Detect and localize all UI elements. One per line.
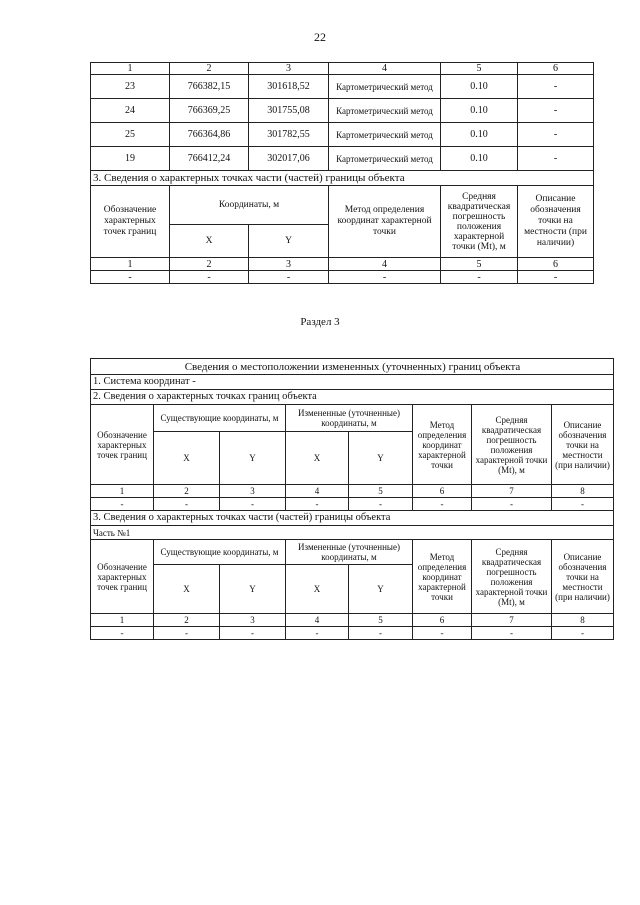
col-number: 4 xyxy=(329,63,441,75)
header-x: X xyxy=(286,432,349,485)
empty-cell: - xyxy=(413,627,472,640)
header-description: Описание обозначения точки на местности (при наличии) xyxy=(518,186,594,258)
col-number: 1 xyxy=(91,63,170,75)
empty-cell: - xyxy=(91,627,154,640)
point-id: 23 xyxy=(91,75,170,99)
description: - xyxy=(518,75,594,99)
column-number-row xyxy=(91,258,594,271)
empty-cell: - xyxy=(154,627,220,640)
col-number: 5 xyxy=(349,614,413,627)
empty-cell: - xyxy=(286,627,349,640)
coord-x: 766369,25 xyxy=(170,99,249,123)
coord-system: 1. Система координат - xyxy=(91,375,614,390)
continued-points-table xyxy=(90,62,594,284)
col-number: 6 xyxy=(413,485,472,498)
coord-x: 766364,86 xyxy=(170,123,249,147)
col-number: 3 xyxy=(249,258,329,271)
empty-cell: - xyxy=(552,498,614,511)
header-existing: Существующие координаты, м xyxy=(154,405,286,432)
table-row xyxy=(91,271,594,284)
point-id: 25 xyxy=(91,123,170,147)
description: - xyxy=(518,99,594,123)
header-y: Y xyxy=(220,565,286,614)
header-x: X xyxy=(170,225,249,258)
error: 0.10 xyxy=(441,123,518,147)
col-number: 3 xyxy=(220,485,286,498)
column-number-row xyxy=(91,63,594,75)
header-error: Средняя квадратическая погрешность положения характерной точки (Mt), м xyxy=(441,186,518,258)
header-method: Метод определения координат характерной точки xyxy=(413,405,472,485)
coord-x: 766412,24 xyxy=(170,147,249,171)
table-row xyxy=(91,123,594,147)
header-error: Средняя квадратическая погрешность положения характерной точки (Mt), м xyxy=(472,405,552,485)
error: 0.10 xyxy=(441,99,518,123)
empty-cell: - xyxy=(441,271,518,284)
empty-cell: - xyxy=(170,271,249,284)
col-number: 7 xyxy=(472,614,552,627)
method: Картометрический метод xyxy=(329,147,441,171)
col-number: 4 xyxy=(286,485,349,498)
coord-x: 766382,15 xyxy=(170,75,249,99)
section-row xyxy=(91,390,614,405)
part-label: Часть №1 xyxy=(91,526,614,540)
col-number: 4 xyxy=(286,614,349,627)
empty-cell: - xyxy=(413,498,472,511)
col-number: 2 xyxy=(170,63,249,75)
section-3-title: 3. Сведения о характерных точках части (частей) границы объекта xyxy=(91,171,594,186)
col-number: 6 xyxy=(413,614,472,627)
section-3-title: 3. Сведения о характерных точках части (частей) границы объекта xyxy=(91,511,614,526)
method: Картометрический метод xyxy=(329,99,441,123)
header-changed: Измененные (уточненные) координаты, м xyxy=(286,405,413,432)
coord-y: 301782,55 xyxy=(249,123,329,147)
column-number-row xyxy=(91,485,614,498)
empty-cell: - xyxy=(154,498,220,511)
table-row xyxy=(91,99,594,123)
col-number: 5 xyxy=(441,63,518,75)
col-number: 2 xyxy=(154,485,220,498)
point-id: 19 xyxy=(91,147,170,171)
table-title: Сведения о местоположении измененных (уточненных) границ объекта xyxy=(91,359,614,375)
header-y: Y xyxy=(249,225,329,258)
col-number: 8 xyxy=(552,614,614,627)
header-method: Метод определения координат характерной точки xyxy=(413,540,472,614)
header-changed: Измененные (уточненные) координаты, м xyxy=(286,540,413,565)
coord-y: 302017,06 xyxy=(249,147,329,171)
col-number: 5 xyxy=(349,485,413,498)
col-number: 2 xyxy=(170,258,249,271)
coord-y: 301618,52 xyxy=(249,75,329,99)
empty-cell: - xyxy=(286,498,349,511)
col-number: 6 xyxy=(518,63,594,75)
description: - xyxy=(518,147,594,171)
method: Картометрический метод xyxy=(329,123,441,147)
empty-cell: - xyxy=(472,627,552,640)
col-number: 1 xyxy=(91,485,154,498)
column-number-row xyxy=(91,614,614,627)
empty-cell: - xyxy=(220,498,286,511)
col-number: 4 xyxy=(329,258,441,271)
table-row xyxy=(91,627,614,640)
header-row xyxy=(91,540,614,565)
col-number: 1 xyxy=(91,614,154,627)
description: - xyxy=(518,123,594,147)
changed-boundaries-table xyxy=(90,358,614,640)
header-x: X xyxy=(286,565,349,614)
empty-cell: - xyxy=(91,498,154,511)
section-row xyxy=(91,511,614,526)
header-description: Описание обозначения точки на местности (при наличии) xyxy=(552,540,614,614)
section-row xyxy=(91,526,614,540)
title-row xyxy=(91,359,614,375)
header-y: Y xyxy=(349,432,413,485)
header-designation: Обозначение характерных точек границ xyxy=(91,186,170,258)
col-number: 3 xyxy=(220,614,286,627)
empty-cell: - xyxy=(329,271,441,284)
header-y: Y xyxy=(220,432,286,485)
empty-cell: - xyxy=(552,627,614,640)
section-row xyxy=(91,171,594,186)
error: 0.10 xyxy=(441,75,518,99)
header-y: Y xyxy=(349,565,413,614)
col-number: 6 xyxy=(518,258,594,271)
header-method: Метод определения координат характерной точки xyxy=(329,186,441,258)
col-number: 7 xyxy=(472,485,552,498)
header-row xyxy=(91,186,594,225)
empty-cell: - xyxy=(91,271,170,284)
table-row xyxy=(91,147,594,171)
section-heading: Раздел 3 xyxy=(300,316,340,328)
header-x: X xyxy=(154,565,220,614)
col-number: 1 xyxy=(91,258,170,271)
col-number: 8 xyxy=(552,485,614,498)
header-designation: Обозначение характерных точек границ xyxy=(91,405,154,485)
section-row xyxy=(91,375,614,390)
page-number: 22 xyxy=(314,30,326,44)
empty-cell: - xyxy=(249,271,329,284)
col-number: 3 xyxy=(249,63,329,75)
header-designation: Обозначение характерных точек границ xyxy=(91,540,154,614)
header-coordinates: Координаты, м xyxy=(170,186,329,225)
empty-cell: - xyxy=(472,498,552,511)
col-number: 2 xyxy=(154,614,220,627)
empty-cell: - xyxy=(349,627,413,640)
table-row xyxy=(91,75,594,99)
empty-cell: - xyxy=(518,271,594,284)
table-row xyxy=(91,498,614,511)
section-2-title: 2. Сведения о характерных точках границ объекта xyxy=(91,390,614,405)
point-id: 24 xyxy=(91,99,170,123)
header-existing: Существующие координаты, м xyxy=(154,540,286,565)
header-x: X xyxy=(154,432,220,485)
col-number: 5 xyxy=(441,258,518,271)
coord-y: 301755,08 xyxy=(249,99,329,123)
header-row xyxy=(91,405,614,432)
empty-cell: - xyxy=(220,627,286,640)
method: Картометрический метод xyxy=(329,75,441,99)
header-description: Описание обозначения точки на местности (при наличии) xyxy=(552,405,614,485)
header-error: Средняя квадратическая погрешность положения характерной точки (Mt), м xyxy=(472,540,552,614)
error: 0.10 xyxy=(441,147,518,171)
empty-cell: - xyxy=(349,498,413,511)
